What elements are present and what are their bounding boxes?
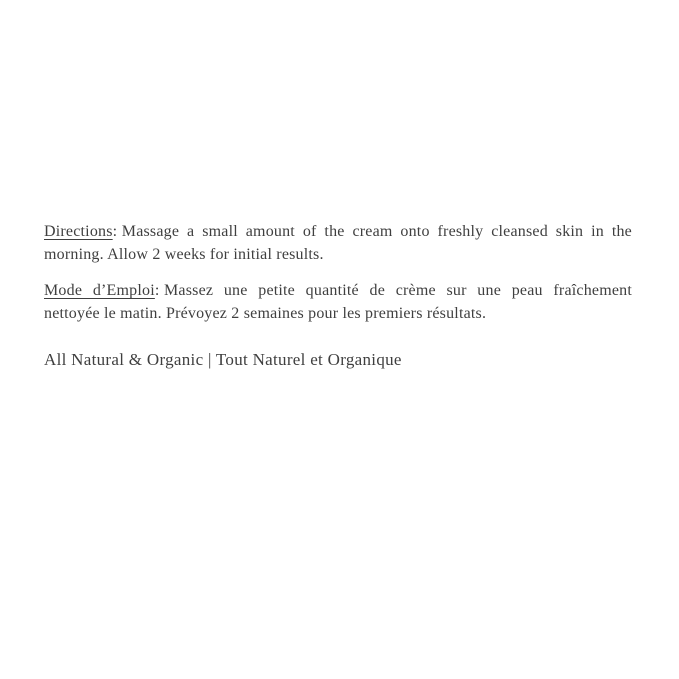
directions-paragraph bbox=[44, 220, 632, 266]
directions-line-2: morning. Allow 2 weeks for initial results. bbox=[44, 246, 324, 263]
mode-demploi-text-line-1: Massez une petite quantité de crème sur une peau fraîchement bbox=[163, 282, 632, 299]
directions-colon: : bbox=[112, 223, 118, 240]
directions-line-1 bbox=[44, 220, 632, 243]
directions-heading: Directions bbox=[44, 223, 113, 240]
directions-text-line-1: Massage a small amount of the cream onto freshly cleansed skin in the bbox=[121, 223, 632, 240]
mode-demploi-paragraph bbox=[44, 279, 632, 325]
mode-demploi-heading: Mode d’Emploi bbox=[44, 282, 155, 299]
product-label-text-block bbox=[44, 220, 632, 371]
mode-demploi-colon: : bbox=[154, 282, 160, 299]
mode-demploi-line-1 bbox=[44, 279, 632, 302]
mode-demploi-line-2: nettoyée le matin. Prévoyez 2 semaines pour les premiers résultats. bbox=[44, 305, 487, 322]
natural-organic-tagline: All Natural & Organic | Tout Naturel et Organique bbox=[44, 350, 402, 369]
